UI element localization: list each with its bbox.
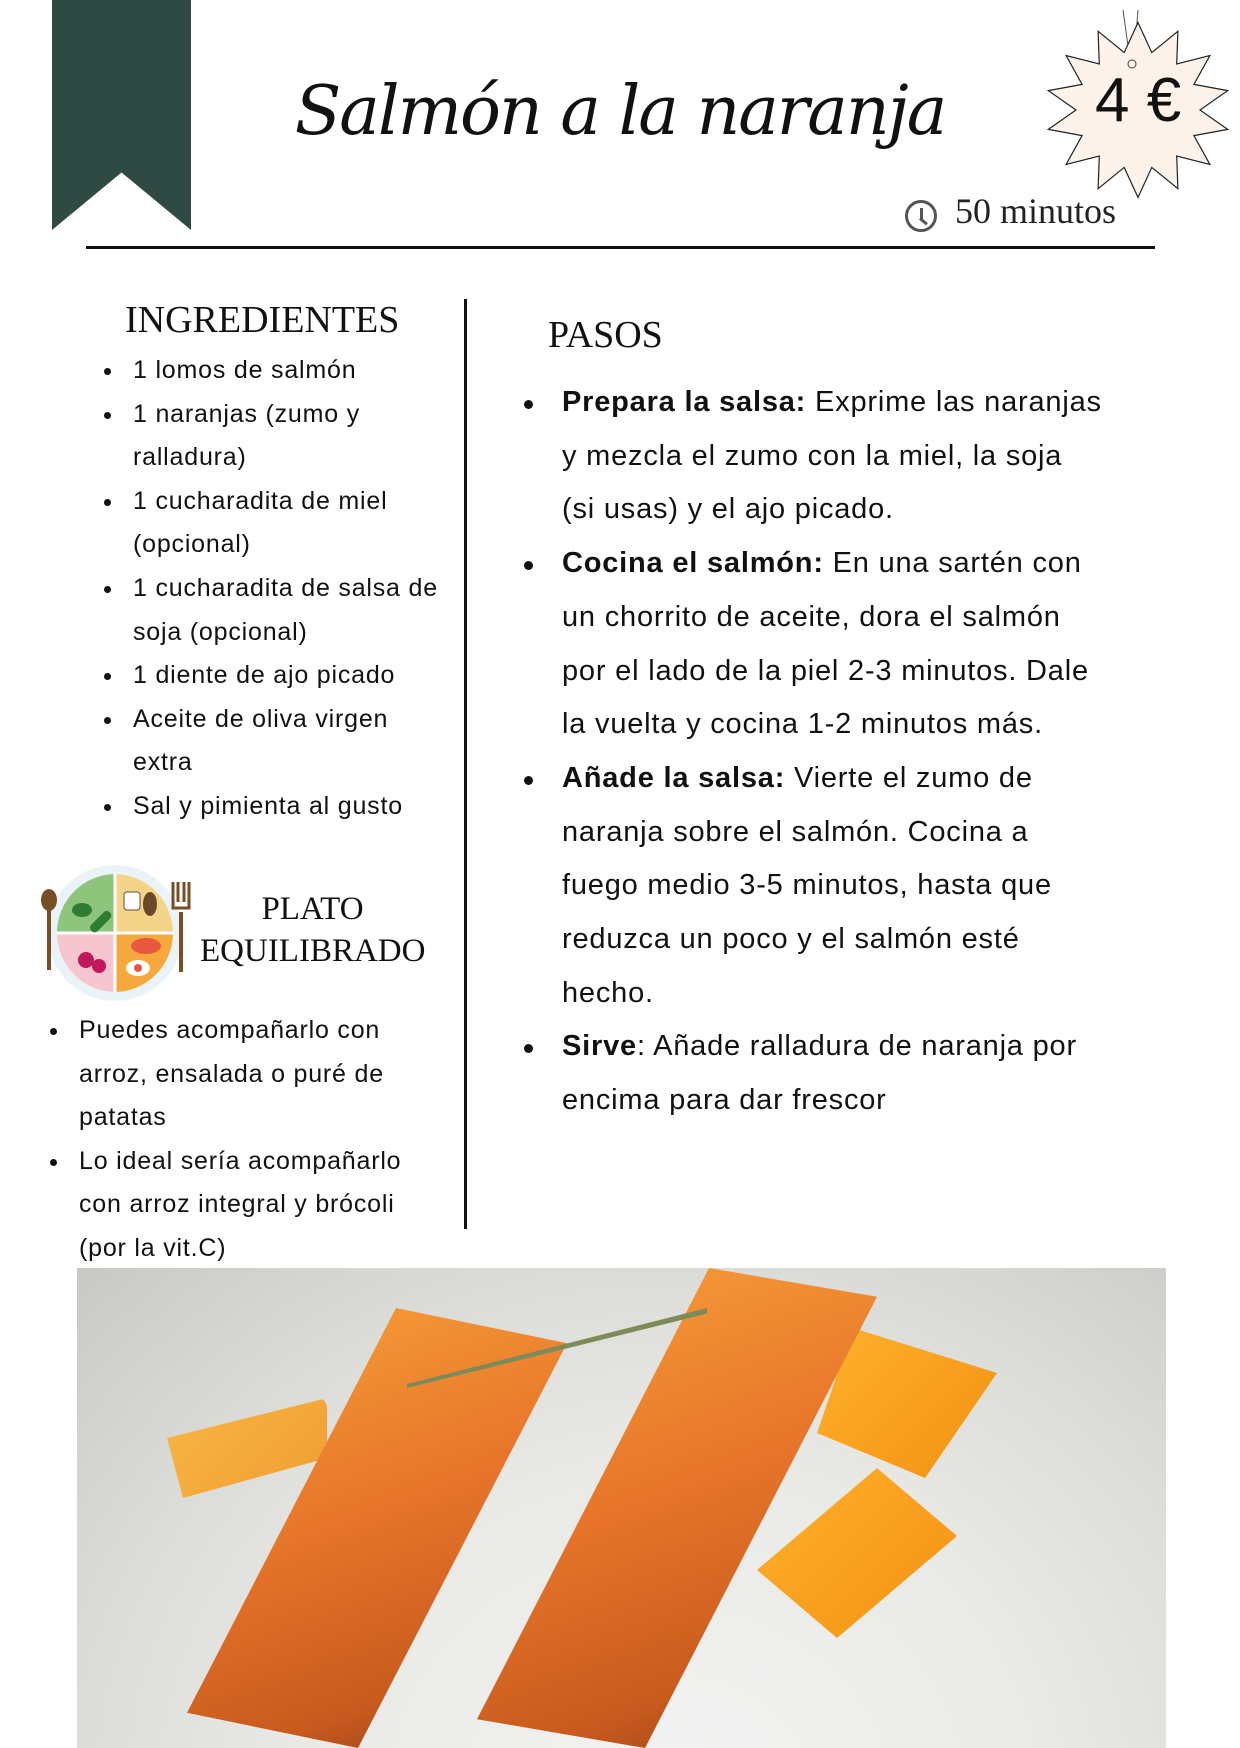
ingredient-item: 1 lomos de salmón (104, 349, 444, 393)
balanced-plate-icon (36, 862, 194, 1004)
ingredient-item: 1 diente de ajo picado (104, 654, 444, 698)
ingredient-item: Sal y pimienta al gusto (104, 785, 444, 829)
column-divider (464, 299, 467, 1229)
ingredient-item: 1 naranjas (zumo y ralladura) (104, 393, 444, 480)
step-title: Cocina el salmón: (562, 547, 824, 580)
header-divider (86, 246, 1155, 249)
step-title: Prepara la salsa: (562, 386, 807, 418)
steps-heading: PASOS (548, 314, 663, 356)
step-item (524, 1020, 1104, 1127)
step-title: Sirve (562, 1030, 637, 1063)
plate-heading: PLATO EQUILIBRADO (200, 891, 426, 969)
ingredients-list (104, 349, 444, 829)
steps-list (524, 376, 1104, 1128)
price-label: 4 € (1095, 66, 1182, 135)
suggestion-item: Puedes acompañarlo con arroz, ensalada o puré de patatas (50, 1009, 440, 1140)
step-text: Vierte el zumo de naranja sobre el salmón. Cocina a fuego medio 3-5 minutos, hasta que reduzca un poco y el salmón esté hecho. (562, 761, 1052, 1009)
ingredient-item: 1 cucharadita de salsa de soja (opcional) (104, 567, 444, 654)
step-text: : Añade ralladura de naranja por encima para dar frescor (562, 1030, 1077, 1117)
step-item (524, 376, 1104, 537)
ingredients-heading: INGREDIENTES (125, 299, 400, 341)
step-text: Exprime las naranjas y mezcla el zumo con la miel, la soja (si usas) y el ajo picado. (562, 386, 1102, 526)
step-text: En una sartén con un chorrito de aceite, dora el salmón por el lado de la piel 2-3 minutos. Dale la vuelta y cocina 1-2 minutos más. (562, 547, 1089, 741)
salmon-photo (77, 1268, 1166, 1748)
prep-time: 50 minutos (955, 191, 1117, 231)
plate-suggestions-list (50, 1009, 440, 1271)
ingredient-item: Aceite de oliva virgen extra (104, 698, 444, 785)
ingredient-item: 1 cucharadita de miel (opcional) (104, 480, 444, 567)
step-item (524, 537, 1104, 752)
step-title: Añade la salsa: (562, 761, 786, 794)
clock-icon (905, 200, 937, 232)
recipe-title: Salmón a la naranja (294, 72, 946, 151)
step-item (524, 752, 1104, 1021)
suggestion-item: Lo ideal sería acompañarlo con arroz integral y brócoli (por la vit.C) (50, 1140, 440, 1271)
